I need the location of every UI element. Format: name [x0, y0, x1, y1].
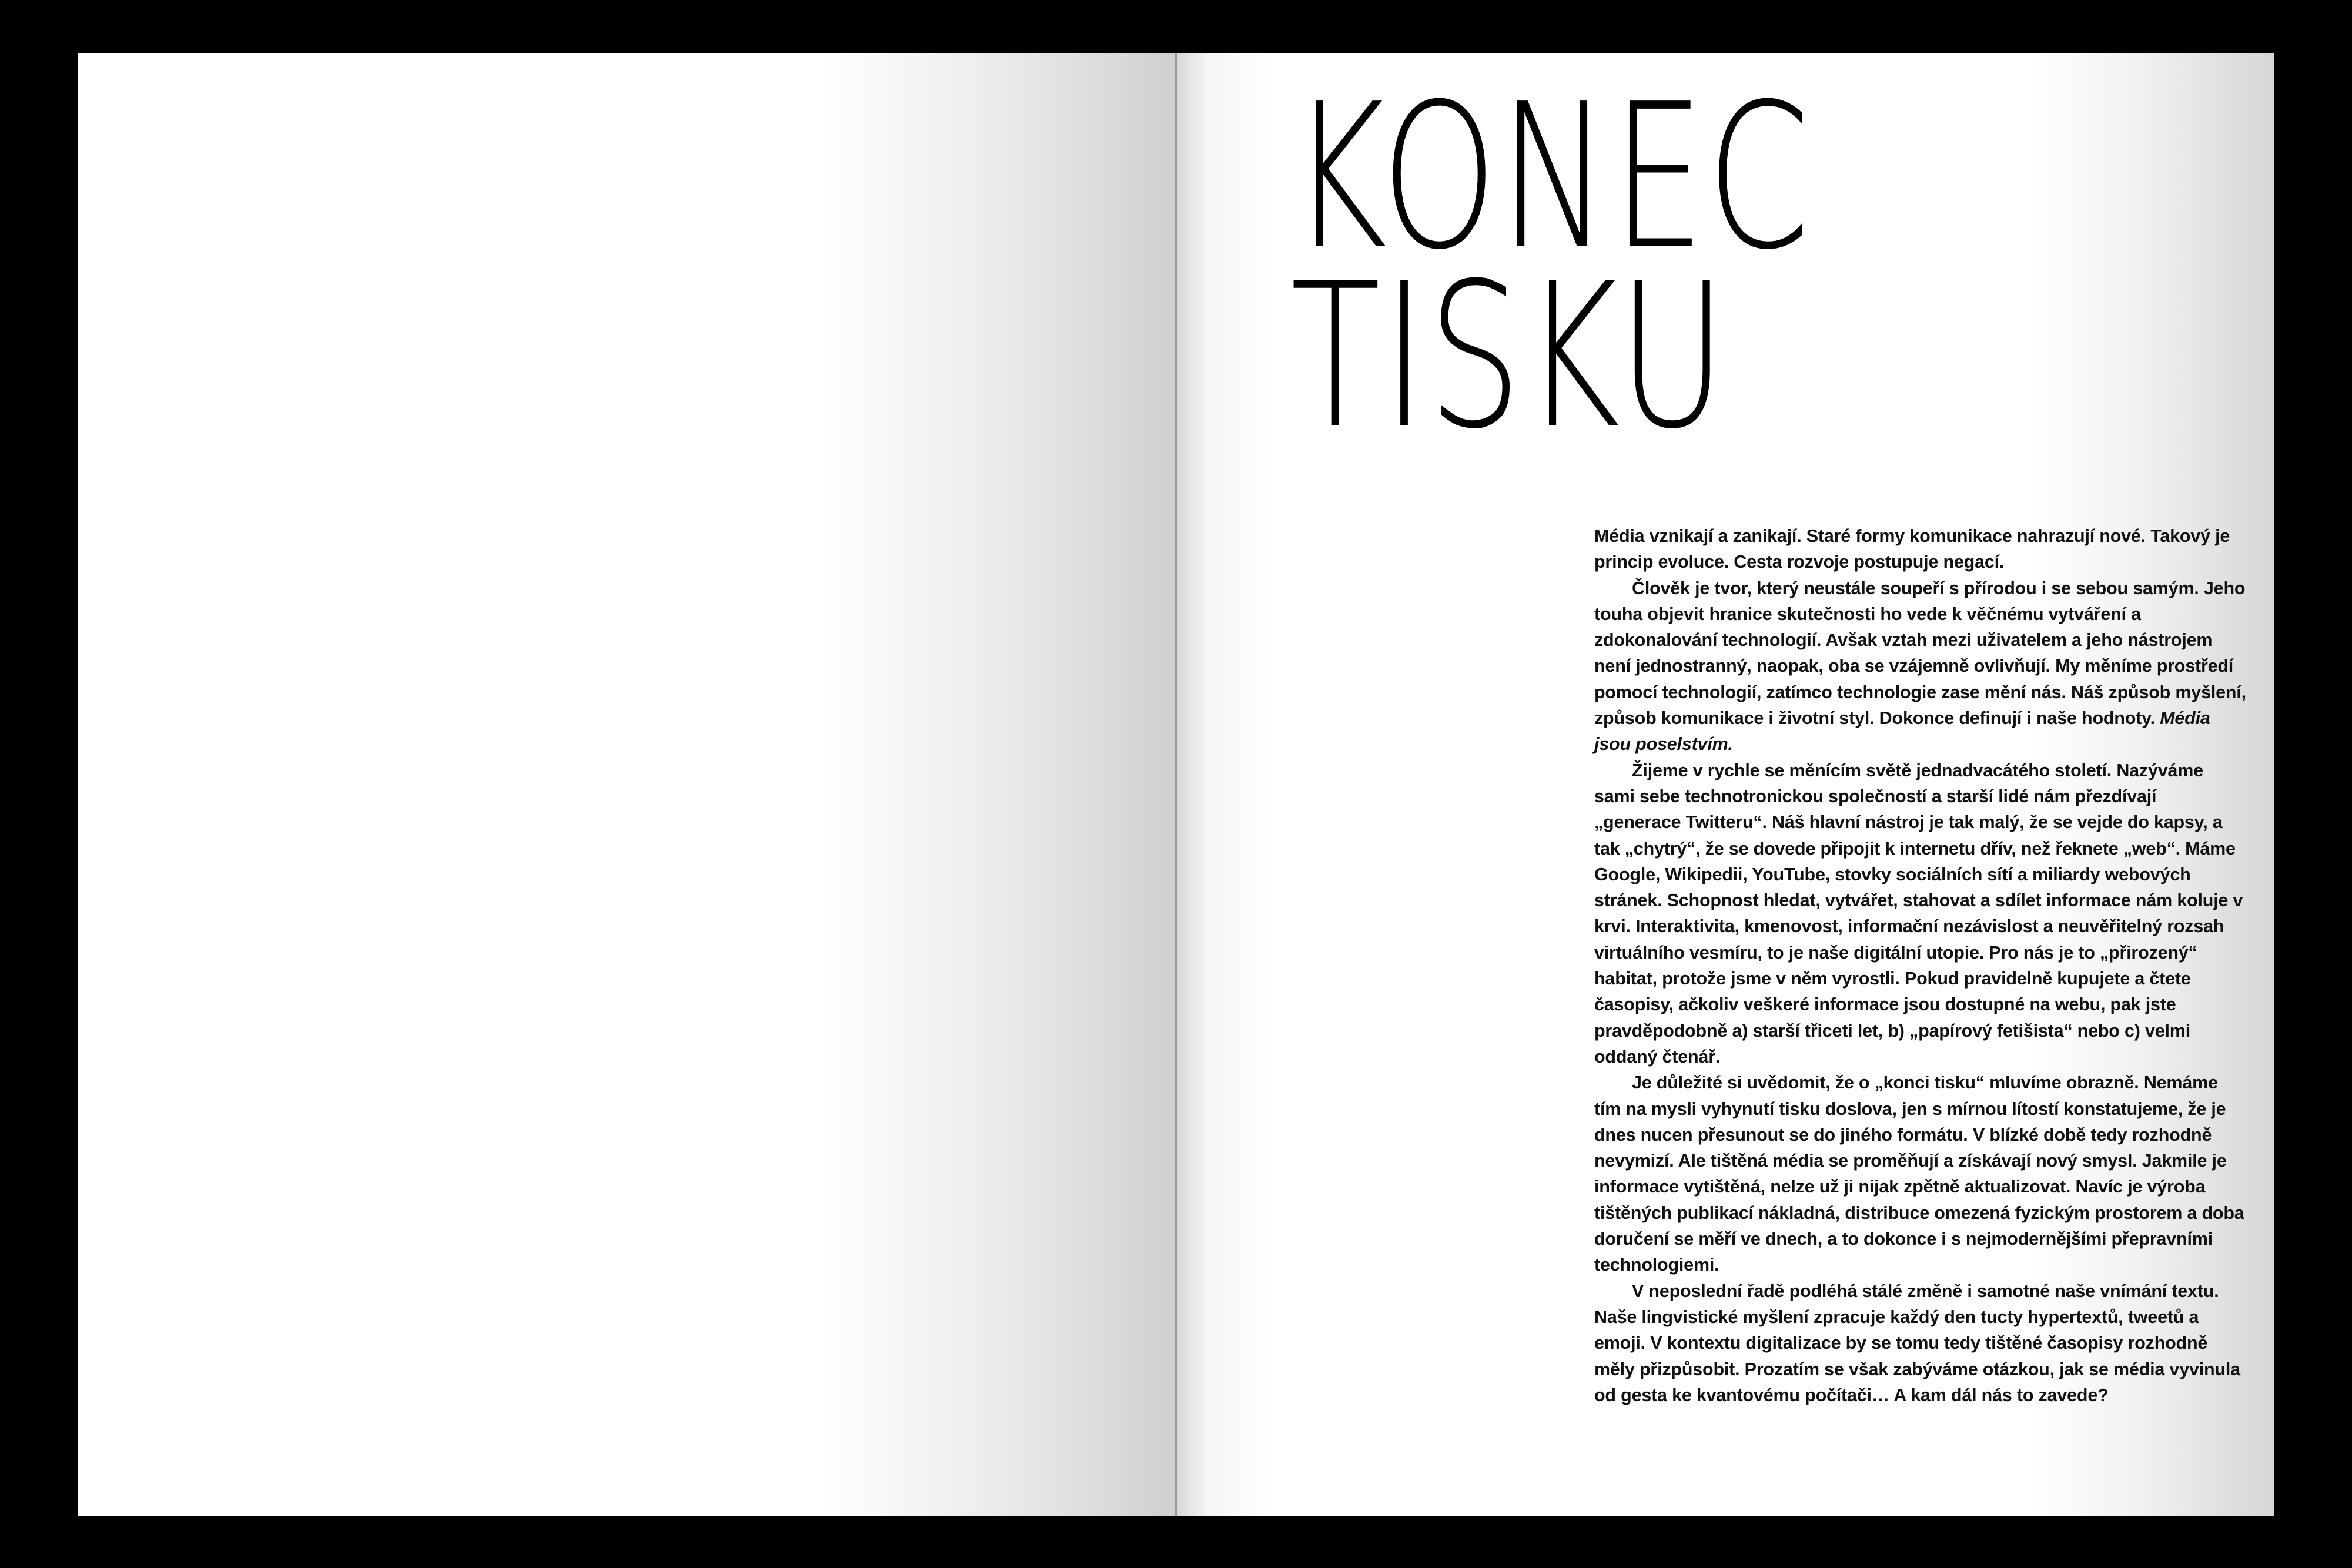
headline-line-2: TISKU	[1290, 240, 1728, 473]
article-body	[1594, 523, 2247, 1408]
page-gutter	[1175, 53, 1177, 1516]
article-paragraph-1: Média vznikají a zanikají. Staré formy komunikace nahrazují nové. Takový je princip evoluce. Cesta rozvoje postupuje negací.	[1594, 526, 2230, 572]
article-paragraph-2-emphasis: Média jsou poselstvím.	[1594, 708, 2210, 755]
headline-line-1: KONEC	[1290, 61, 1812, 294]
article-paragraph-3: Žijeme v rychle se měnícím světě jednadvacátého století. Nazýváme sami sebe technotronickou společností a starší lidé nám přezdívají „generace Twitteru“. Náš hlavní nástroj je tak malý, že se vejde do kapsy, a tak „chytrý“, že se dovede připojit k internetu dřív, než řeknete „web“. Máme Google, Wikipedii, YouTube, stovky sociálních sítí a miliardy webových stránek. Schopnost hledat, vytvářet, stahovat a sdílet informace nám koluje v krvi. Interaktivita, kmenovost, informační nezávislost a neuvěřitelný rozsah virtuálního vesmíru, to je naše digitální utopie. Pro nás je to „přirozený“ habitat, protože jsme v něm vyrostli. Pokud pravidelně kupujete a čtete časopisy, ačkoliv veškeré informace jsou dostupné na webu, pak jste pravděpodobně a) starší třiceti let, b) „papírový fetišista“ nebo c) velmi oddaný čtenář.	[1594, 760, 2243, 1067]
article-paragraph-2	[1594, 575, 2247, 758]
article-paragraph-2-text: Člověk je tvor, který neustále soupeří s přírodou i se sebou samým. Jeho touha objevit hranice skutečnosti ho vede k věčnému vytváření a zdokonalování technologií. Avšak vztah mezi uživatelem a jeho nástrojem není jednostranný, naopak, oba se vzájemně ovlivňují. My měníme prostředí pomocí technologií, zatímco technologie zase mění nás. Náš způsob myšlení, způsob komunikace i životní styl. Dokonce definují i naše hodnoty.	[1594, 578, 2246, 729]
left-page	[78, 53, 1175, 1516]
headline	[1290, 61, 1812, 473]
article-paragraph-5: V neposlední řadě podléhá stálé změně i samotné naše vnímání textu. Naše lingvistické myšlení zpracuje každý den tucty hypertextů, tweetů a emoji. V kontextu digitalizace by se tomu tedy tištěné časopisy rozhodně měly přizpůsobit. Prozatím se však zabýváme otázkou, jak se média vyvinula od gesta ke kvantovému počítači… A kam dál nás to zavede?	[1594, 1281, 2240, 1405]
article-paragraph-4: Je důležité si uvědomit, že o „konci tisku“ mluvíme obrazně. Nemáme tím na mysli vyhynutí tisku doslova, jen s mírnou lítostí konstatujeme, že je dnes nucen přesunout se do jiného formátu. V blízké době tedy rozhodně nevymizí. Ale tištěná média se proměňují a získávají nový smysl. Jakmile je informace vytištěná, nelze už ji nijak zpětně aktualizovat. Navíc je výroba tištěných publikací nákladná, distribuce omezená fyzickým prostorem a doba doručení se měří ve dnech, a to dokonce i s nejmodernějšími přepravními technologiemi.	[1594, 1073, 2244, 1275]
